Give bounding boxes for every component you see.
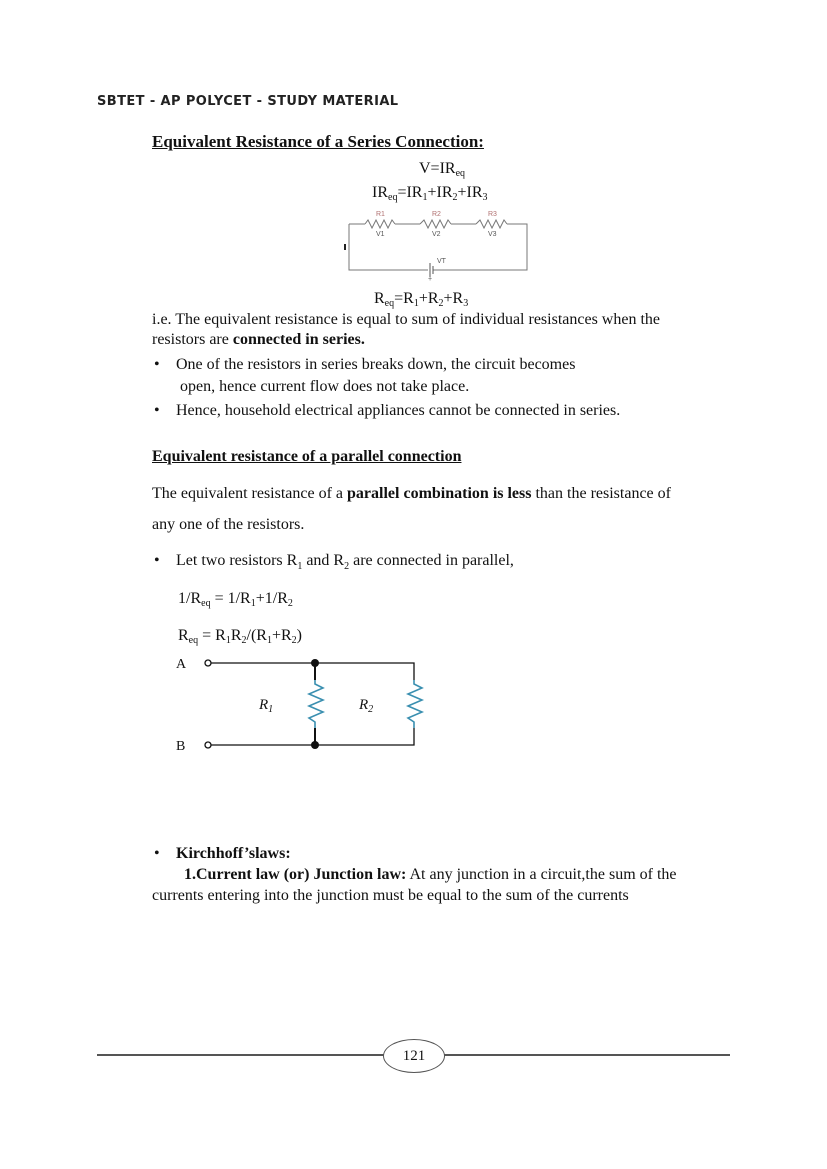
equation-ir-sum: $IR_{eq}=IR_1+IR_2+IR_3$: [372, 184, 488, 203]
junction-top: [311, 659, 319, 667]
series-wire: [349, 224, 527, 270]
footer-rule-right: [442, 1054, 730, 1056]
list-item: • One of the resistors in series breaks down, the circuit becomes open, hence current flow does not take place.: [154, 356, 576, 395]
label-b: B: [176, 739, 186, 754]
bullet-icon: •: [154, 552, 160, 569]
bullet-icon: •: [154, 845, 160, 862]
label-a: A: [176, 657, 187, 672]
equation-req-sum: $R_{eq}=R_1+R_2+R_3$: [374, 290, 469, 309]
bottom-wire: [211, 728, 414, 745]
resistor-r1: [309, 680, 323, 728]
kirchhoff-current-law: 1.Current law (or) Junction law: At any junction in a circuit,the sum of the currents entering into the junction must be equal to the sum of the currents: [152, 866, 677, 904]
resistor-r2: [420, 220, 451, 228]
page-number: 121: [383, 1039, 445, 1073]
label-vt: VT: [437, 258, 446, 265]
label-r1: $R_1$: [259, 697, 274, 715]
resistor-r1: [365, 220, 395, 228]
document-header: SBTET - AP POLYCET - STUDY MATERIAL: [97, 94, 399, 109]
resistor-r2: [408, 680, 422, 728]
kirchhoff-bullet: [152, 843, 692, 865]
label-r2: $R_2$: [359, 697, 374, 715]
label-r2: R2: [432, 211, 441, 218]
terminal-b: [205, 742, 211, 748]
resistor-r3: [476, 220, 507, 228]
terminal-a: [205, 660, 211, 666]
footer-rule-left: [97, 1054, 384, 1056]
equation-v-ir: $V=IR_{eq}$: [419, 160, 466, 179]
formula-reciprocal: $1/R_{eq} = 1/R_1+1/R_2$: [178, 590, 293, 609]
parallel-bullet-list: [152, 550, 692, 578]
parallel-intro: The equivalent resistance of a parallel combination is less than the resistance of any one of the resistors.: [152, 485, 671, 533]
series-explanation: i.e. The equivalent resistance is equal to sum of individual resistances when the resistors are connected in series.: [152, 311, 661, 348]
label-r3: R3: [488, 211, 497, 218]
list-item: • Kirchhoff’slaws:: [152, 843, 692, 865]
junction-bottom: [311, 741, 319, 749]
list-item: • Let two resistors $R_1$ and $R_2$ are connected in parallel,: [154, 552, 514, 573]
parallel-heading: Equivalent resistance of a parallel connection: [152, 448, 462, 465]
formula-product-over-sum: $R_{eq} = R_1R_2/(R_1+R_2)$: [178, 627, 302, 646]
top-wire: [211, 663, 414, 680]
label-plus: +: [428, 276, 433, 283]
label-v1: V1: [376, 231, 385, 238]
label-r1: R1: [376, 211, 385, 218]
series-bullet-list: [152, 354, 692, 422]
bullet-icon: •: [154, 356, 160, 373]
list-item: • Hence, household electrical appliances cannot be connected in series.: [152, 400, 692, 422]
bullet-icon: •: [154, 402, 160, 419]
series-heading: Equivalent Resistance of a Series Connection:: [152, 132, 484, 151]
label-v2: V2: [432, 231, 441, 238]
label-v3: V3: [488, 231, 497, 238]
